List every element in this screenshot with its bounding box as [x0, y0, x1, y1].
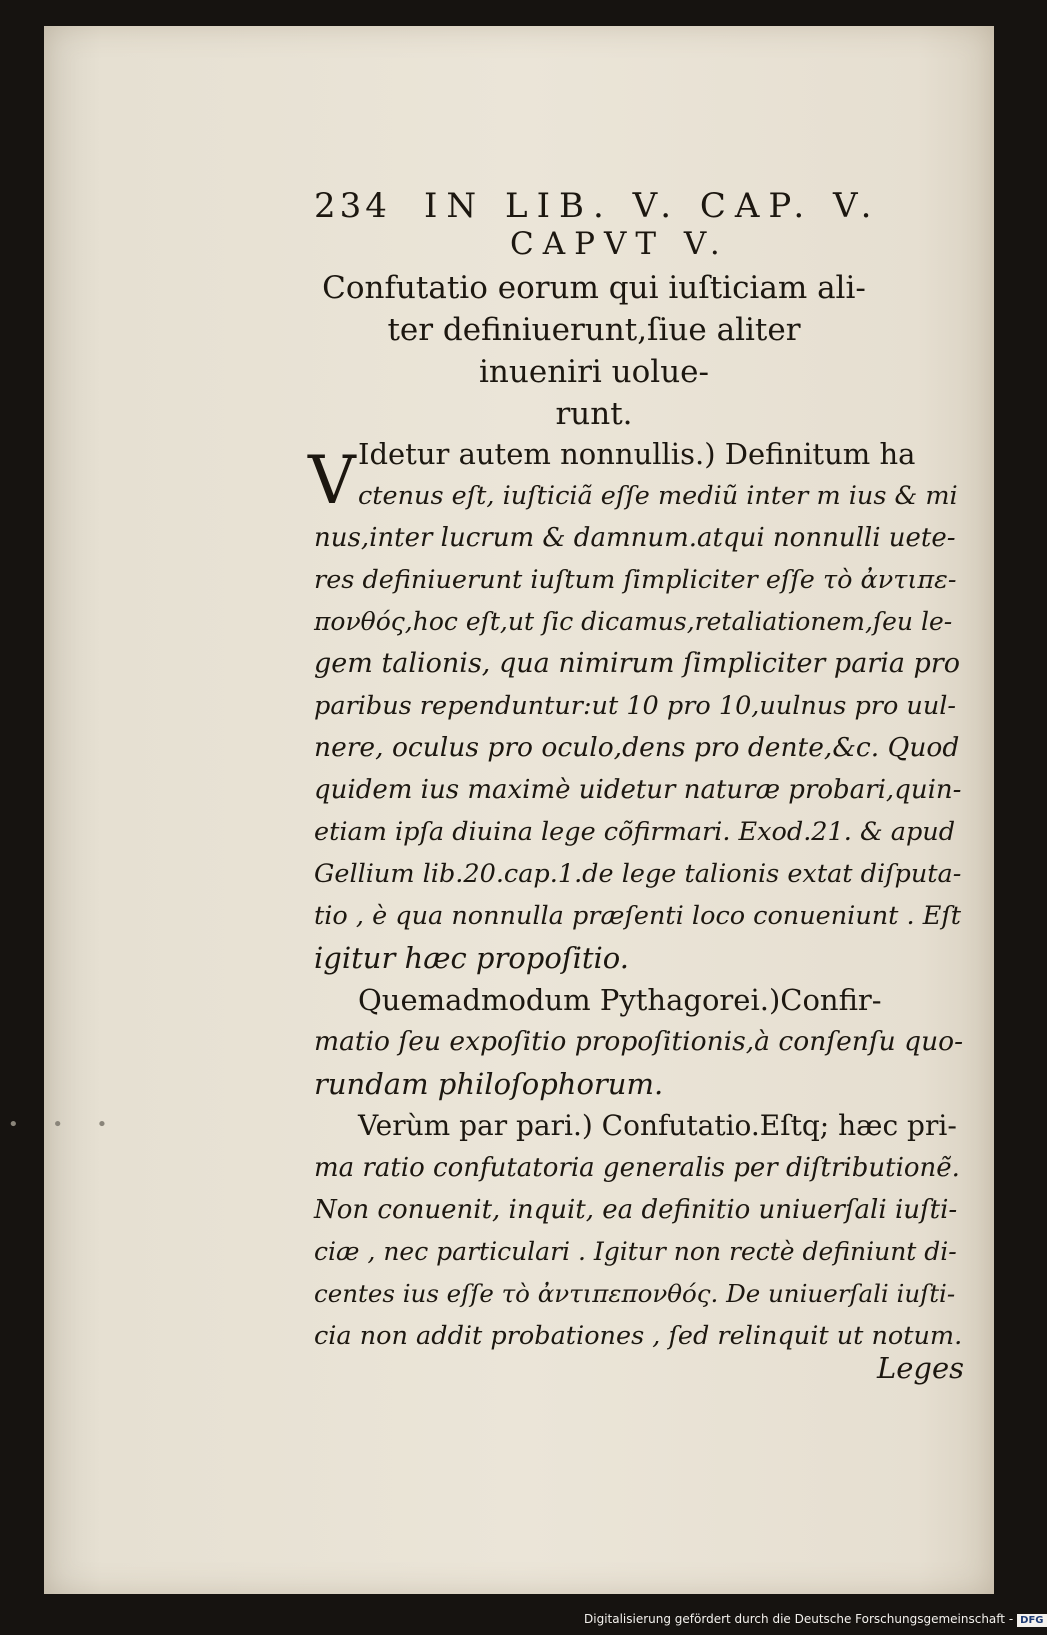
digitization-credit — [584, 1612, 1047, 1627]
chapter-heading-line: Confutatio eorum qui iuſticiam ali- — [322, 270, 866, 306]
chapter-heading-line: inueniri uolue- — [479, 354, 709, 390]
body-line: quidem ius maximè uidetur naturæ probari,quin- — [314, 775, 962, 805]
page-number: 234 — [314, 186, 391, 226]
running-head — [314, 186, 881, 230]
body-line: res definiuerunt iuſtum ſimpliciter eſſe τὸ ἀντιπε- — [314, 565, 957, 595]
body-line: ma ratio confutatoria generalis per diſtributionẽ. — [314, 1153, 960, 1183]
chapter-heading-line: runt. — [555, 396, 633, 432]
body-line: igitur hæc propoſitio. — [314, 941, 629, 975]
body-line: ciæ , nec particulari . Igitur non rectè definiunt di- — [314, 1237, 957, 1266]
chapter-title: CAPVT V. — [510, 226, 729, 262]
body-line: Idetur autem nonnullis.) Definitum ha — [358, 437, 916, 471]
body-line: Non conuenit, inquit, ea definitio uniuerſali iuſti- — [314, 1195, 958, 1225]
body-line: cia non addit probationes , ſed relinquit ut notum. — [314, 1321, 963, 1351]
body-line: tio , è qua nonnulla præſenti loco conueniunt . Eſt — [314, 901, 962, 931]
body-line: nus,inter lucrum & damnum.atqui nonnulli uete- — [314, 523, 956, 553]
drop-cap: V — [308, 442, 356, 519]
margin-marks: • • • — [8, 1114, 122, 1135]
body-line: etiam ipſa diuina lege cõfirmari. Exod.21. & apud — [314, 817, 956, 847]
body-line: gem talionis, qua nimirum ſimpliciter paria pro — [314, 648, 960, 679]
book-page — [44, 26, 994, 1594]
catchword: Leges — [877, 1351, 965, 1385]
running-head-text: IN LIB. V. CAP. V. — [424, 186, 881, 226]
dfg-logo: DFG — [1017, 1614, 1046, 1627]
chapter-heading-line: ter definiuerunt,ſiue aliter — [387, 312, 801, 348]
body-line: rundam philoſophorum. — [314, 1067, 664, 1101]
body-line: centes ius eſſe τὸ ἀντιπεπονθός. De uniuerſali iuſti- — [314, 1279, 956, 1308]
body-line: Quemadmodum Pythagorei.)Confir- — [358, 983, 882, 1017]
credit-text: Digitalisierung gefördert durch die Deutsche Forschungsgemeinschaft - — [584, 1612, 1014, 1626]
body-line: nere, oculus pro oculo,dens pro dente,&c. Quod — [314, 732, 960, 763]
body-line: πονθός,hoc eſt,ut ſic dicamus,retaliationem,ſeu le- — [314, 607, 953, 636]
body-line: ctenus eſt, iuſticiã eſſe mediũ inter m ius & mi — [358, 481, 958, 511]
body-line: Verùm par pari.) Confutatio.Eſtq; hæc pri- — [358, 1109, 957, 1142]
body-line: paribus rependuntur:ut 10 pro 10,uulnus pro uul- — [314, 691, 957, 721]
body-line: Gellium lib.20.cap.1.de lege talionis extat diſputa- — [314, 859, 962, 889]
body-line: matio ſeu expoſitio propoſitionis,à conſenſu quo- — [314, 1026, 964, 1057]
